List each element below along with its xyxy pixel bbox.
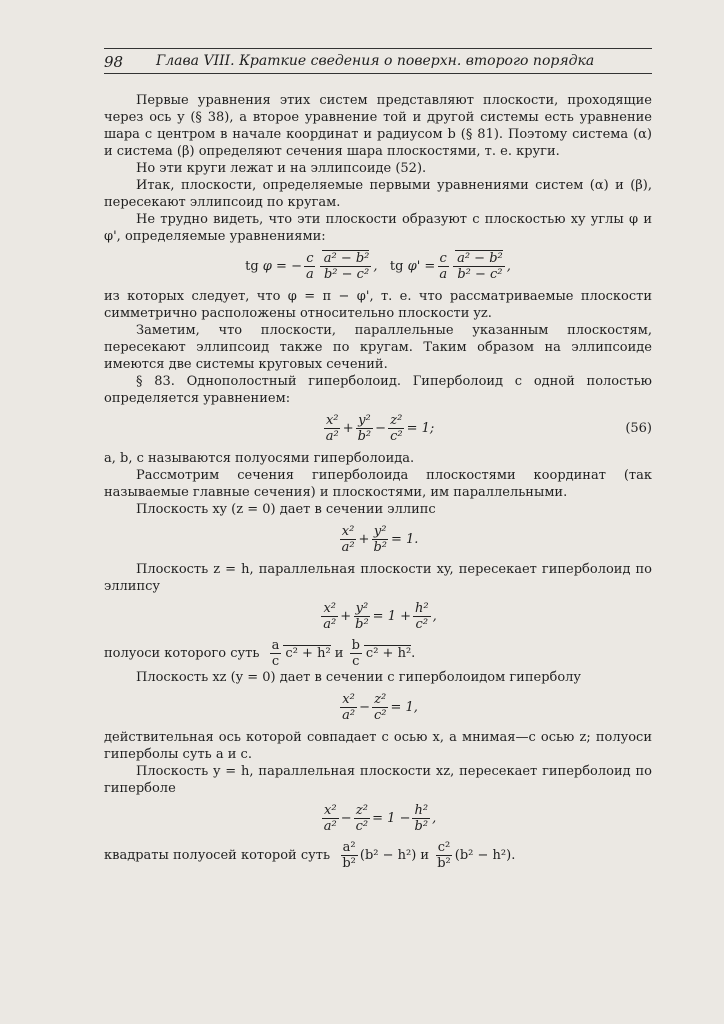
paragraph: a, b, c называются полуосями гиперболоида. [104,451,415,466]
chapter-title: Глава VIII. Краткие сведения о поверхн. второго порядка [156,53,595,69]
paragraph: § 83. Однополостный гиперболоид. Гиперболоид с одной полостью определяется уравнением: [104,374,652,406]
paragraph: Не трудно видеть, что эти плоскости образуют с плоскостью xy углы φ и φ', определяемые уравнениями: [104,212,652,244]
paragraph: Плоскость z = h, параллельная плоскости xy, пересекает гиперболоид по эллипсу [104,562,652,594]
running-header [104,48,652,74]
paragraph: Плоскость y = h, параллельная плоскости xz, пересекает гиперболоид по гиперболе [104,764,652,796]
paragraph: действительная ось которой совпадает с осью x, а мнимая—с осью z; полуоси гиперболы суть a и c. [104,730,652,762]
equation-ellipse: $\frac{\text{x²}}{\text{a²}}$ + $\frac{\text{y²}}{\text{b²}}$ = 1. [341,524,419,555]
paragraph-text: полуоси которого суть [104,646,260,661]
equation-56: $\frac{\text{x²}}{\text{a²}}$ + $\frac{\text{y²}}{\text{b²}}$ − $\frac{\text{z²}}{\text{c²}}$ = 1; (56) [325,413,652,444]
page-number: 98 [104,53,124,71]
paragraph: Плоскость xy (z = 0) дает в сечении эллипс [136,502,436,517]
header-rule-bottom [104,73,652,74]
paragraph: Итак, плоскости, определяемые первыми уравнениями систем (α) и (β), пересекают эллипсоид по кругам. [104,178,652,210]
header-rule-top [104,48,652,49]
paragraph: Заметим, что плоскости, параллельные указанным плоскостям, пересекают эллипсоид также по кругам. Таким образом на эллипсоиде имеются две системы круговых сечений. [104,323,652,372]
paragraph-with-formula: полуоси которого суть $\frac{a}{c}$ c² + h² и $\frac{b}{c}$ c² + h². [104,638,416,669]
equation-number: (56) [625,421,652,436]
equation-tg: tg φ = − $\frac{c}{a}$ $\frac{\text{a² − b²}}{\text{b² − c²}}$ , tg φ' = $\frac{c}{a}$ $\frac{\text{a² − b²}}{\text{b² − c²}}$ , [245,251,511,282]
paragraph: Первые уравнения этих систем представляют плоскости, проходящие через ось y (§ 38), а второе уравнение той и другой системы есть уравнение шара с центром в начале координат и радиусом b (§ 81). Поэтому система (α) и система (β) определяют сечения шара плоскостями, т. е. круги. [104,93,652,159]
paragraph: Плоскость xz (y = 0) дает в сечении с гиперболоидом гиперболу [136,670,582,685]
paragraph-text: квадраты полуосей которой суть [104,848,331,863]
equation-ellipse-h: $\frac{\text{x²}}{\text{a²}}$ + $\frac{\text{y²}}{\text{b²}}$ = 1 + $\frac{\text{h²}}{\text{c²}}$ , [323,601,437,632]
paragraph: из которых следует, что φ = π − φ', т. е. что рассматриваемые плоскости симметрично расположены относительно плоскости yz. [104,289,652,321]
paragraph-with-formula: квадраты полуосей которой суть $\frac{\text{a²}}{\text{b²}}$ (b² − h²) и $\frac{\text{c²}}{\text{b²}}$ (b² − h²). [104,840,516,871]
equation-hyperbola: $\frac{\text{x²}}{\text{a²}}$ − $\frac{\text{z²}}{\text{c²}}$ = 1, [342,692,418,723]
page-body [104,92,652,871]
paragraph: Но эти круги лежат и на эллипсоиде (52). [136,161,427,176]
paragraph: Рассмотрим сечения гиперболоида плоскостями координат (так называемые главные сечения) и плоскостями, им параллельными. [104,468,652,500]
equation-hyperbola-h: $\frac{\text{x²}}{\text{a²}}$ − $\frac{\text{z²}}{\text{c²}}$ = 1 − $\frac{\text{h²}}{\text{b²}}$ , [323,803,437,834]
